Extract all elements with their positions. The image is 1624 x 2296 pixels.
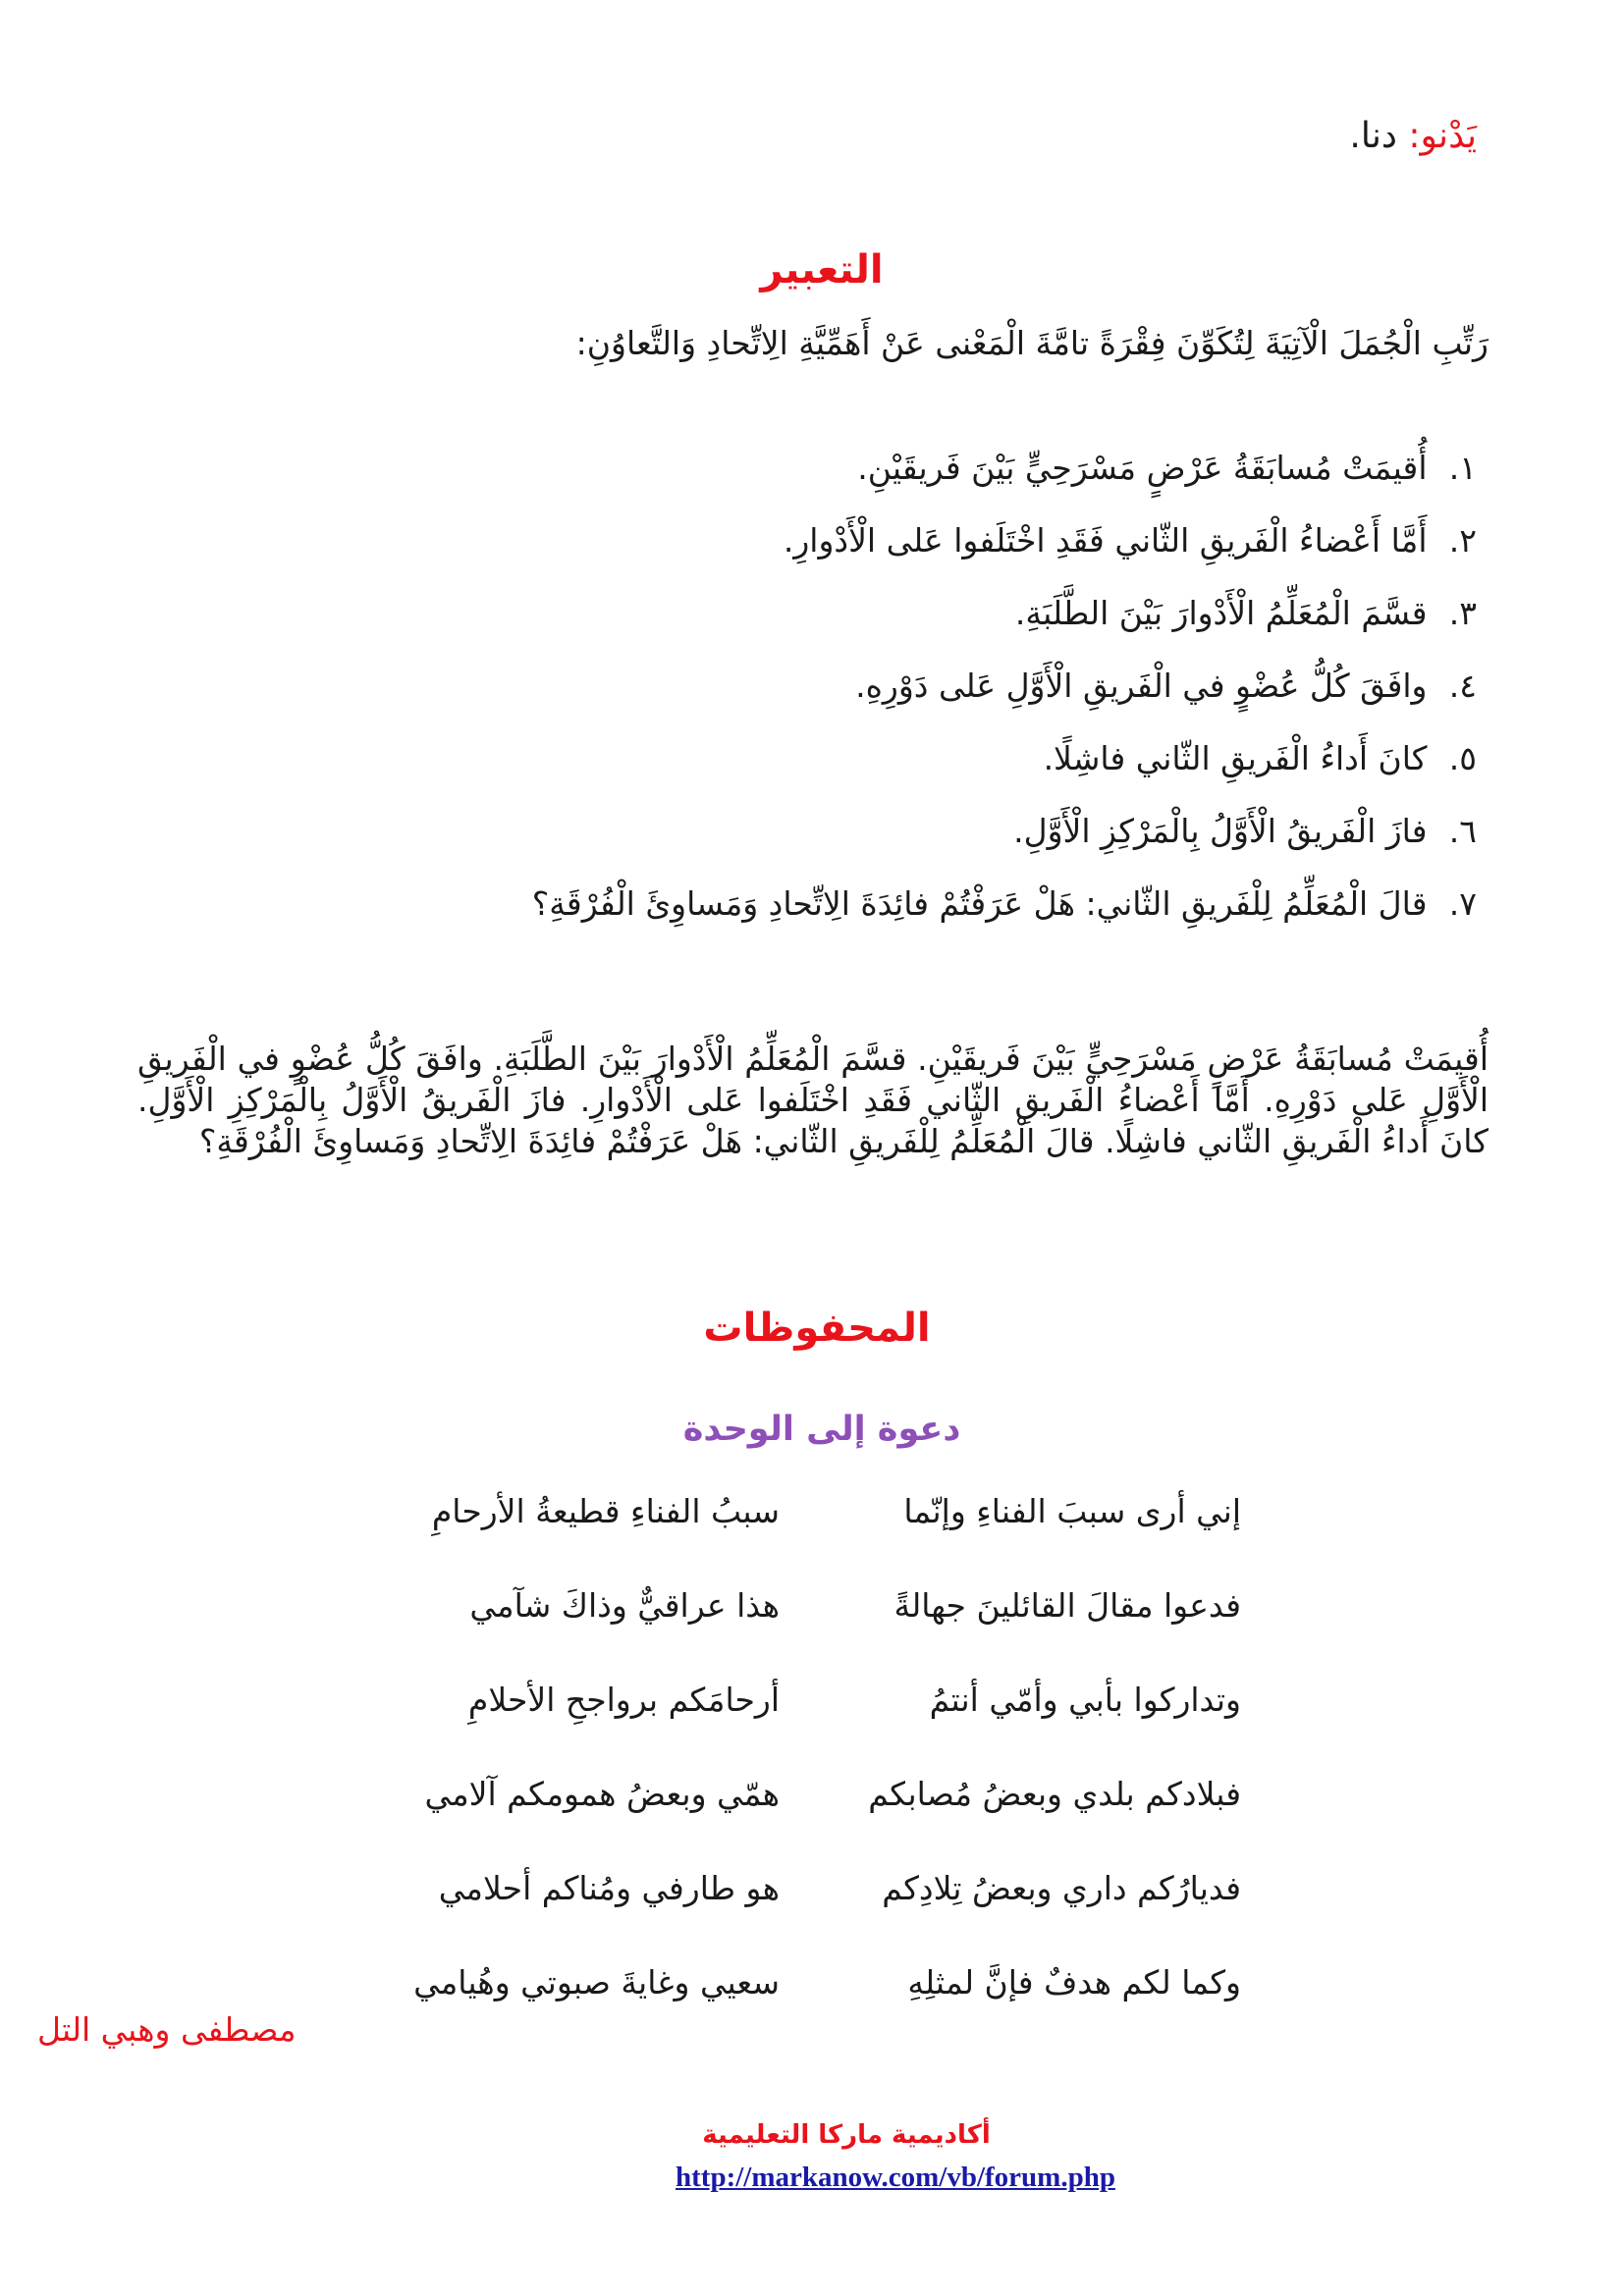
memorization-heading: المحفوظات xyxy=(703,1306,931,1351)
item-number: ٤. xyxy=(1448,667,1477,705)
verse-second-hemistich: همّي وبعضُ همومكم آلامي xyxy=(424,1775,780,1813)
expression-instruction: رَتِّبِ الْجُمَلَ الْآتِيَةَ لِتُكَوِّنَ فِقْرَةً تامَّةَ الْمَعْنى عَنْ أَهَمِّيَّةِ الِاتِّحادِ وَالتَّعاوُنِ: xyxy=(575,324,1489,362)
item-number: ٥. xyxy=(1448,739,1477,777)
item-number: ٧. xyxy=(1448,884,1477,923)
verse-first-hemistich: فبلادكم بلدي وبعضُ مُصابكم xyxy=(868,1775,1241,1813)
sentence-list xyxy=(532,432,1477,940)
verse xyxy=(0,1492,1624,1586)
list-item xyxy=(532,505,1477,577)
poem-title: دعوة إلى الوحدة xyxy=(682,1410,961,1449)
verse-first-hemistich: إني أرى سببَ الفناءِ وإنّما xyxy=(903,1492,1241,1530)
verse xyxy=(0,1681,1624,1775)
item-text: أُقيمَتْ مُسابَقَةُ عَرْضٍ مَسْرَحِيٍّ بَيْنَ فَريقَيْنِ. xyxy=(857,449,1428,487)
verse-first-hemistich: فديارُكم داري وبعضُ تِلادِكم xyxy=(882,1869,1241,1907)
item-text: أَمَّا أَعْضاءُ الْفَريقِ الثّاني فَقَدِ اخْتَلَفوا عَلى الْأَدْوارِ. xyxy=(783,521,1428,560)
verse xyxy=(0,1586,1624,1681)
verse-second-hemistich: هو طارفي ومُناكم أحلامي xyxy=(438,1869,780,1907)
item-text: كانَ أَداءُ الْفَريقِ الثّاني فاشِلًا. xyxy=(1043,739,1428,777)
list-item xyxy=(532,650,1477,722)
list-item xyxy=(532,722,1477,795)
vocab-word: يَدْنو: xyxy=(1408,116,1477,156)
verse xyxy=(0,1775,1624,1869)
verse xyxy=(0,1869,1624,1963)
list-item xyxy=(532,795,1477,868)
verse-first-hemistich: وتداركوا بأبي وأمّي أنتمُ xyxy=(929,1681,1241,1719)
list-item xyxy=(532,868,1477,940)
item-number: ١. xyxy=(1448,449,1477,487)
verse-first-hemistich: فدعوا مقالَ القائلينَ جهالةً xyxy=(893,1586,1241,1625)
vocab-line xyxy=(1349,116,1477,156)
item-text: قسَّمَ الْمُعَلِّمُ الْأَدْوارَ بَيْنَ الطَّلَبَةِ. xyxy=(1014,594,1428,632)
list-item xyxy=(532,432,1477,505)
list-item xyxy=(532,577,1477,650)
poem xyxy=(0,1492,1624,2057)
verse-second-hemistich: أرحامَكم برواجحِ الأحلامِ xyxy=(467,1681,780,1719)
item-text: قالَ الْمُعَلِّمُ لِلْفَريقِ الثّاني: هَلْ عَرَفْتُمْ فائِدَةَ الِاتِّحادِ وَمَساوِئَ الْفُرْقَةِ؟ xyxy=(531,884,1428,923)
item-number: ٢. xyxy=(1448,521,1477,560)
footer-forum-link[interactable]: http://markanow.com/vb/forum.php xyxy=(676,2162,1115,2193)
item-text: وافَقَ كُلُّ عُضْوٍ في الْفَريقِ الْأَوَّلِ عَلى دَوْرِهِ. xyxy=(855,667,1428,705)
footer-academy-name: أكاديمية ماركا التعليمية xyxy=(702,2120,991,2150)
verse-first-hemistich: وكما لكم هدفٌ فإنَّ لمثلِهِ xyxy=(907,1963,1241,2002)
answer-paragraph: أُقيمَتْ مُسابَقَةُ عَرْضٍ مَسْرَحِيٍّ بَيْنَ فَريقَيْنِ. قسَّمَ الْمُعَلِّمُ الْأَدْوارَ بَيْنَ الطَّلَبَةِ. وافَقَ كُلُّ عُضْوٍ في الْفَريقِ الْأَوَّلِ عَلى دَوْرِهِ. أَمَّا أَعْضاءُ الْفَريقِ الثّاني فَقَدِ اخْتَلَفوا عَلى الْأَدْوارِ. فازَ الْفَريقُ الْأَوَّلُ بِالْمَرْكِزِ الْأَوَّلِ. كانَ أَداءُ الْفَريقِ الثّاني فاشِلًا. قالَ الْمُعَلِّمُ لِلْفَريقِ الثّاني: هَلْ عَرَفْتُمْ فائِدَةَ الِاتِّحادِ وَمَساوِئَ الْفُرْقَةِ؟ xyxy=(137,1040,1489,1160)
vocab-meaning: دنا. xyxy=(1349,116,1409,156)
verse-second-hemistich: سعيي وغايةَ صبوتي وهُيامي xyxy=(413,1963,780,2002)
item-text: فازَ الْفَريقُ الْأَوَّلُ بِالْمَرْكِزِ الْأَوَّلِ. xyxy=(1013,812,1428,850)
verse-second-hemistich: سببُ الفناءِ قطيعةُ الأرحامِ xyxy=(431,1492,780,1530)
expression-heading: التعبير xyxy=(760,247,884,293)
item-number: ٦. xyxy=(1448,812,1477,850)
poem-author: مصطفى وهبي التل xyxy=(37,2010,297,2049)
verse-second-hemistich: هذا عراقيٌّ وذاكَ شآمي xyxy=(469,1586,780,1625)
item-number: ٣. xyxy=(1448,594,1477,632)
